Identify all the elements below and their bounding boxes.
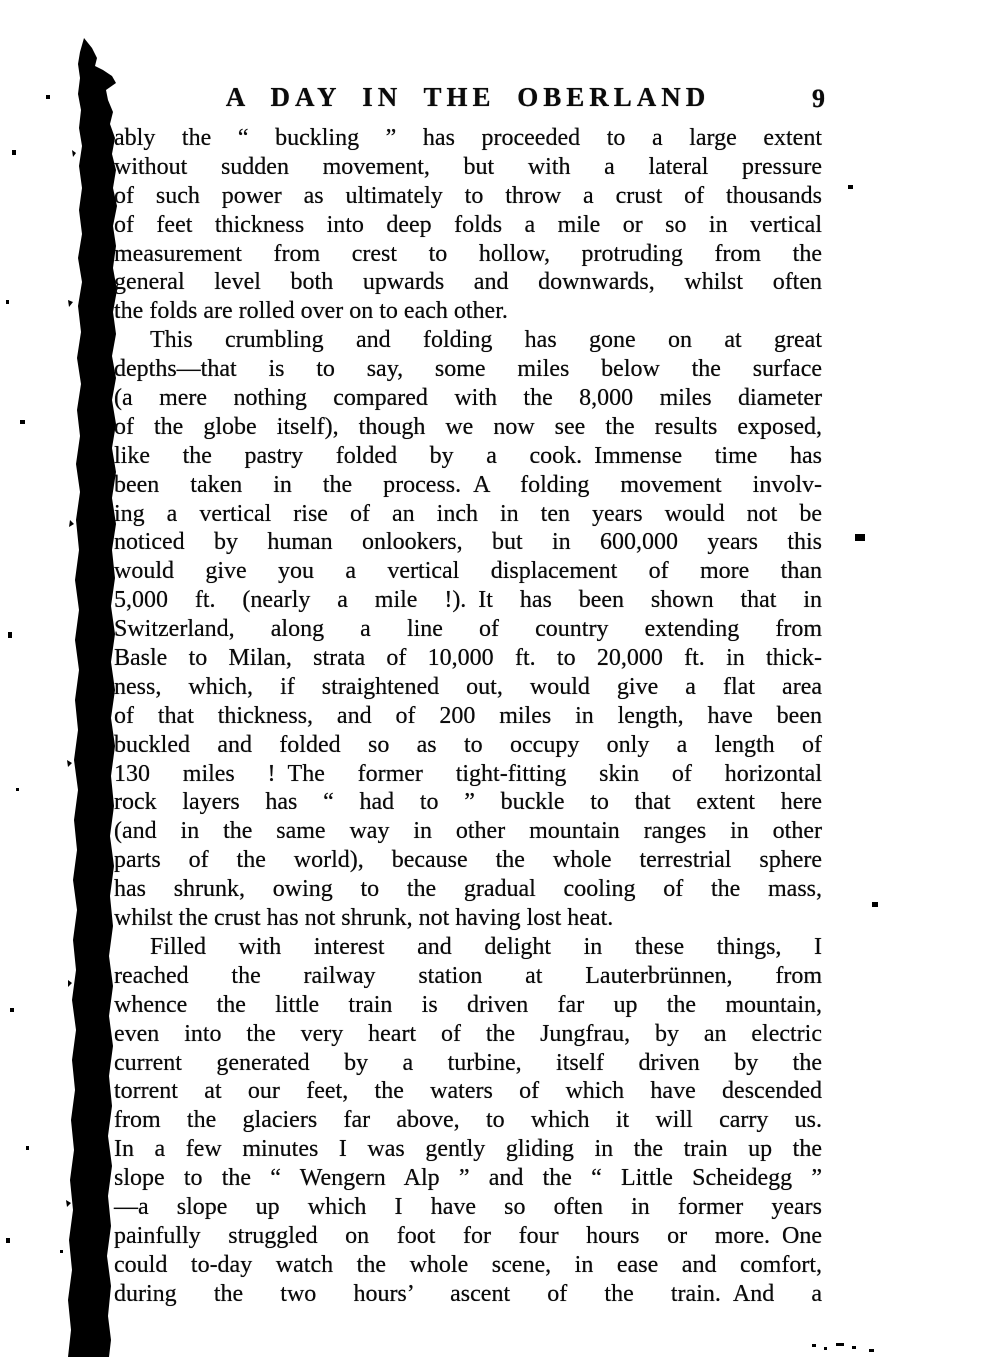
text-line: the folds are rolled over on to each other. bbox=[114, 298, 508, 325]
text-line: Switzerland, along a line of country extending from bbox=[114, 616, 822, 643]
scan-speck bbox=[872, 902, 878, 907]
scan-speck bbox=[6, 1238, 10, 1243]
scan-speck bbox=[20, 420, 25, 424]
text-line: could to-day watch the whole scene, in ease and comfort, bbox=[114, 1251, 822, 1278]
page-header bbox=[114, 82, 825, 118]
text-line: even into the very heart of the Jungfrau, by an electric bbox=[114, 1020, 822, 1047]
text-line: of that thickness, and of 200 miles in length, have been bbox=[114, 702, 822, 729]
scan-speck bbox=[869, 1349, 874, 1352]
text-line: painfully struggled on foot for four hours or more. One bbox=[114, 1222, 822, 1249]
text-line: Basle to Milan, strata of 10,000 ft. to 20,000 ft. in thick- bbox=[114, 645, 822, 672]
text-line: from the glaciers far above, to which it will carry us. bbox=[114, 1107, 822, 1134]
text-line: torrent at our feet, the waters of which have descended bbox=[114, 1078, 822, 1105]
scan-speck bbox=[12, 150, 16, 155]
text-line: slope to the “ Wengern Alp ” and the “ Little Scheidegg ” bbox=[114, 1165, 822, 1192]
scan-speck bbox=[26, 1146, 29, 1150]
text-line: ing a vertical rise of an inch in ten years would not be bbox=[114, 500, 822, 527]
scan-speck bbox=[6, 300, 9, 304]
text-line: Filled with interest and delight in these things, I bbox=[150, 933, 822, 960]
text-line: like the pastry folded by a cook. Immense time has bbox=[114, 442, 822, 469]
scan-speck bbox=[812, 1344, 816, 1347]
text-line: ably the “ buckling ” has proceeded to a large extent bbox=[114, 125, 822, 151]
text-line: —a slope up which I have so often in former years bbox=[114, 1193, 822, 1220]
scan-speck bbox=[10, 1008, 14, 1012]
text-line: reached the railway station at Lauterbrünnen, from bbox=[114, 962, 822, 989]
text-line: current generated by a turbine, itself driven by the bbox=[114, 1049, 822, 1076]
text-line: buckled and folded so as to occupy only a length of bbox=[114, 731, 822, 758]
page-number: 9 bbox=[812, 84, 825, 113]
text-line: during the two hours’ ascent of the train. And a bbox=[114, 1280, 822, 1307]
text-line: of such power as ultimately to throw a crust of thousands bbox=[114, 182, 822, 209]
scan-speck bbox=[836, 1343, 844, 1346]
text-line: 130 miles ! The former tight-fitting skin of horizontal bbox=[114, 760, 822, 787]
binding-shadow-blob bbox=[0, 0, 130, 1357]
scan-speck bbox=[16, 788, 19, 791]
text-line: of feet thickness into deep folds a mile or so in vertical bbox=[114, 211, 822, 238]
running-head-title: A DAY IN THE OBERLAND bbox=[225, 82, 711, 112]
scan-speck bbox=[852, 1346, 856, 1349]
text-line: (and in the same way in other mountain ranges in other bbox=[114, 818, 822, 845]
text-line: without sudden movement, but with a lateral pressure bbox=[114, 153, 822, 180]
scan-speck bbox=[848, 185, 853, 189]
scan-speck bbox=[60, 1250, 63, 1253]
text-line: rock layers has “ had to ” buckle to that extent here bbox=[114, 789, 822, 816]
text-line: 5,000 ft. (nearly a mile !). It has been shown that in bbox=[114, 587, 822, 614]
text-line: parts of the world), because the whole terrestrial sphere bbox=[114, 847, 822, 874]
page-body bbox=[114, 124, 822, 1309]
text-line: measurement from crest to hollow, protruding from the bbox=[114, 240, 822, 267]
text-line: would give you a vertical displacement of more than bbox=[114, 558, 822, 585]
text-line: ness, which, if straightened out, would give a flat area bbox=[114, 673, 822, 700]
scan-speck bbox=[824, 1347, 827, 1350]
text-line: whilst the crust has not shrunk, not having lost heat. bbox=[114, 905, 614, 932]
text-line: noticed by human onlookers, but in 600,000 years this bbox=[114, 529, 822, 556]
text-line: (a mere nothing compared with the 8,000 miles diameter bbox=[114, 385, 822, 412]
scan-speck bbox=[855, 534, 865, 541]
text-line: whence the little train is driven far up the mountain, bbox=[114, 991, 822, 1018]
text-line: In a few minutes I was gently gliding in the train up the bbox=[114, 1136, 822, 1163]
scan-speck bbox=[8, 632, 12, 638]
text-line: This crumbling and folding has gone on at great bbox=[150, 327, 822, 354]
scan-speck bbox=[46, 95, 50, 99]
text-line: been taken in the process. A folding movement involv- bbox=[114, 471, 822, 498]
text-line: general level both upwards and downwards, whilst often bbox=[114, 269, 822, 296]
text-line: has shrunk, owing to the gradual cooling of the mass, bbox=[114, 876, 822, 903]
text-line: depths—that is to say, some miles below the surface bbox=[114, 356, 822, 383]
text-line: of the globe itself), though we now see the results exposed, bbox=[114, 413, 822, 440]
